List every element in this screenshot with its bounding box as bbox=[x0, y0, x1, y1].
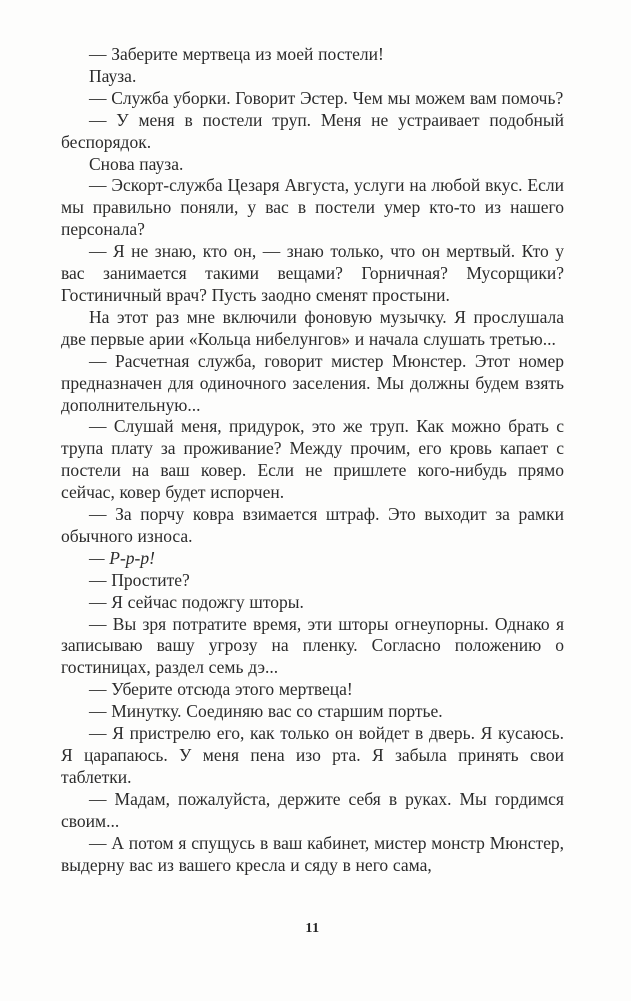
paragraph: — Я сейчас подожгу шторы. bbox=[89, 591, 304, 612]
page-text-block bbox=[61, 44, 564, 876]
paragraph: На этот раз мне включили фоновую музычку. Я прослушала две первые арии «Кольца нибелунгов» и начала слушать третью... bbox=[61, 306, 564, 349]
page-number: 11 bbox=[305, 921, 320, 936]
paragraph: — За порчу ковра взимается штраф. Это выходит за рамки обычного износа. bbox=[61, 504, 564, 546]
paragraph: — Я пристрелю его, как только он войдет в дверь. Я кусаюсь. Я царапаюсь. У меня пена изо рта. Я забыла принять свои таблетки. bbox=[61, 723, 564, 787]
paragraph: — Уберите отсюда этого мертвеца! bbox=[89, 679, 353, 700]
paragraph: — Расчетная служба, говорит мистер Мюнстер. Этот номер предназначен для одиночного заселения. Мы должны будем взять дополнительную... bbox=[61, 350, 564, 415]
paragraph: — Служба уборки. Говорит Эстер. Чем мы можем вам помочь? bbox=[89, 87, 564, 108]
paragraph: — Заберите мертвеца из моей постели! bbox=[89, 44, 384, 64]
paragraph: — Простите? bbox=[89, 569, 190, 590]
paragraph: — Слушай меня, придурок, это же труп. Как можно брать с трупа плату за проживание? Между прочим, его кровь капает с постели на ваш ковер. Если не пришлете кого-нибудь прямо сейчас, ковер будет испорчен. bbox=[61, 416, 564, 503]
paragraph: — У меня в постели труп. Меня не устраивает подобный беспорядок. bbox=[61, 109, 564, 152]
paragraph: Пауза. bbox=[89, 65, 137, 86]
paragraph: — Минутку. Соединяю вас со старшим портье. bbox=[89, 701, 443, 722]
paragraph: — А потом я спущусь в ваш кабинет, мистер монстр Мюнстер, выдерну вас из вашего кресла и сяду в него сама, bbox=[61, 832, 564, 875]
paragraph: — Вы зря потратите время, эти шторы огнеупорны. Однако я записываю вашу угрозу на пленку. Согласно положению о гостиницах, раздел семь дэ... bbox=[61, 613, 564, 678]
paragraph: — Эскорт-служба Цезаря Августа, услуги на любой вкус. Если мы правильно поняли, у вас в постели умер кто-то из нашего персонала? bbox=[61, 175, 564, 240]
paragraph: Снова пауза. bbox=[89, 153, 184, 174]
paragraph-italic: — Р-р-р! bbox=[89, 547, 155, 568]
paragraph: — Я не знаю, кто он, — знаю только, что он мертвый. Кто у вас занимается такими вещами? Горничная? Мусорщики? Гостиничный врач? Пусть заодно сменят простыни. bbox=[61, 241, 564, 305]
paragraph: — Мадам, пожалуйста, держите себя в руках. Мы гордимся своим... bbox=[61, 788, 564, 831]
